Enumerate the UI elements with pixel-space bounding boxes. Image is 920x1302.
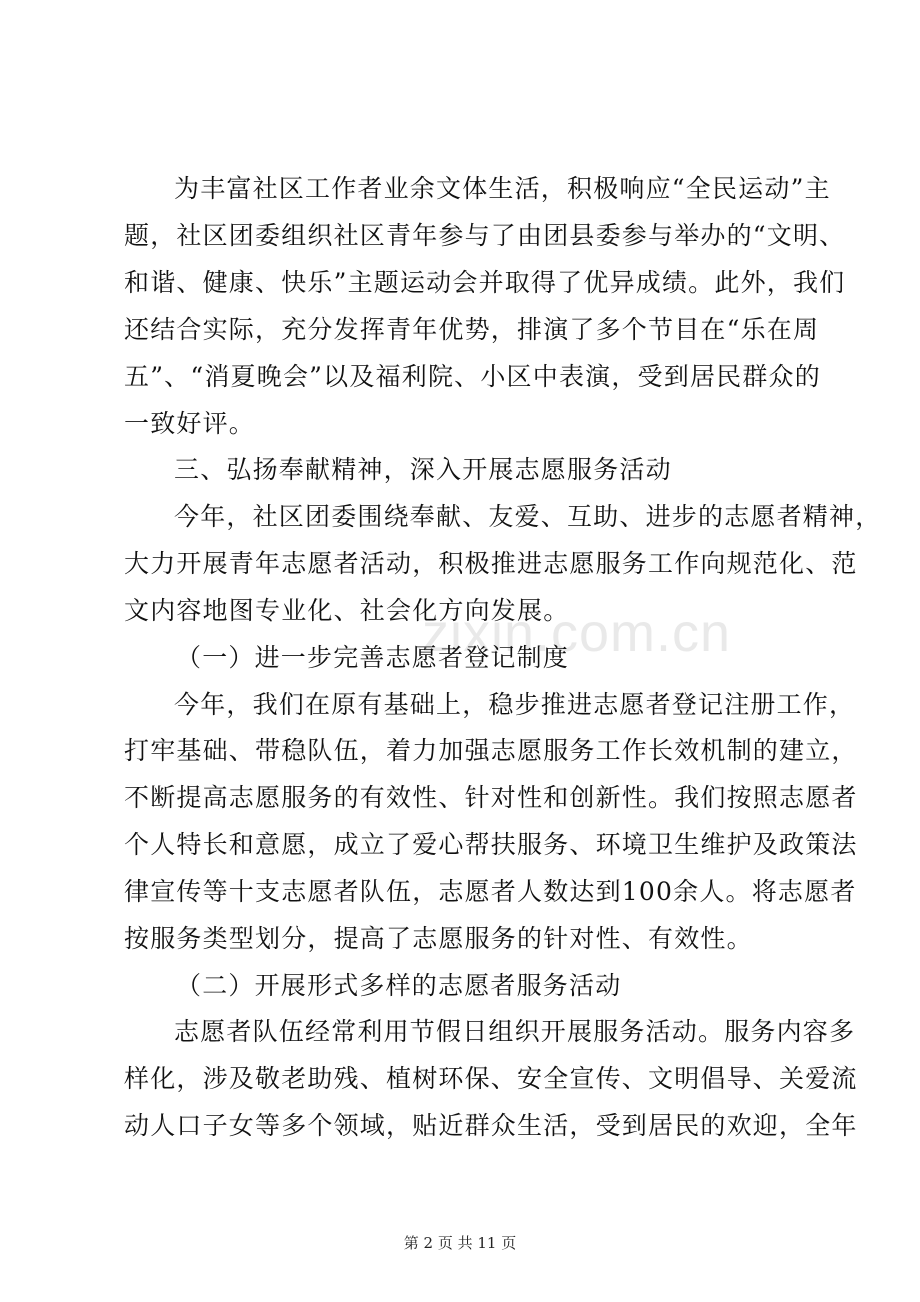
paragraph-line: 样化，涉及敬老助残、植树环保、安全宣传、文明倡导、关爱流 xyxy=(124,1064,858,1093)
section-heading: 三、弘扬奉献精神，深入开展志愿服务活动 xyxy=(174,455,672,484)
paragraph-line: 今年，我们在原有基础上，稳步推进志愿者登记注册工作， xyxy=(174,690,856,719)
paragraph-line: 不断提高志愿服务的有效性、针对性和创新性。我们按照志愿者 xyxy=(124,783,858,812)
paragraph-line: 按服务类型划分，提高了志愿服务的针对性、有效性。 xyxy=(124,924,753,953)
paragraph-line: 今年，社区团委围绕奉献、友爱、互助、进步的志愿者精神， xyxy=(174,502,882,531)
paragraph-line: 一致好评。 xyxy=(124,409,256,438)
paragraph-line: 律宣传等十支志愿者队伍，志愿者人数达到100余人。将志愿者 xyxy=(124,877,857,906)
paragraph-line: 题，社区团委组织社区青年参与了由团县委参与举办的“文明、 xyxy=(124,221,846,250)
paragraph-line: 大力开展青年志愿者活动，积极推进志愿服务工作向规范化、范 xyxy=(124,549,858,578)
paragraph-line: 志愿者队伍经常利用节假日组织开展服务活动。服务内容多 xyxy=(174,1017,856,1046)
paragraph-line: 为丰富社区工作者业余文体生活，积极响应“全民运动”主 xyxy=(174,174,831,203)
paragraph-line: 和谐、健康、快乐”主题运动会并取得了优异成绩。此外，我们 xyxy=(124,268,846,297)
watermark: zixin.com.cn xyxy=(422,603,732,663)
paragraph-line: 打牢基础、带稳队伍，着力加强志愿服务工作长效机制的建立， xyxy=(124,736,858,765)
page-footer: 第 2 页 共 11 页 xyxy=(403,1234,517,1252)
subsection-heading: （一）进一步完善志愿者登记制度 xyxy=(176,643,570,672)
paragraph-line: 五”、“消夏晚会”以及福利院、小区中表演，受到居民群众的 xyxy=(124,362,821,391)
paragraph-line: 文内容地图专业化、社会化方向发展。 xyxy=(124,596,570,625)
paragraph-line: 还结合实际，充分发挥青年优势，排演了多个节目在“乐在周 xyxy=(124,315,820,344)
subsection-heading: （二）开展形式多样的志愿者服务活动 xyxy=(176,971,622,1000)
paragraph-line: 动人口子女等多个领域，贴近群众生活，受到居民的欢迎，全年 xyxy=(124,1111,858,1140)
paragraph-line: 个人特长和意愿，成立了爱心帮扶服务、环境卫生维护及政策法 xyxy=(124,830,858,859)
